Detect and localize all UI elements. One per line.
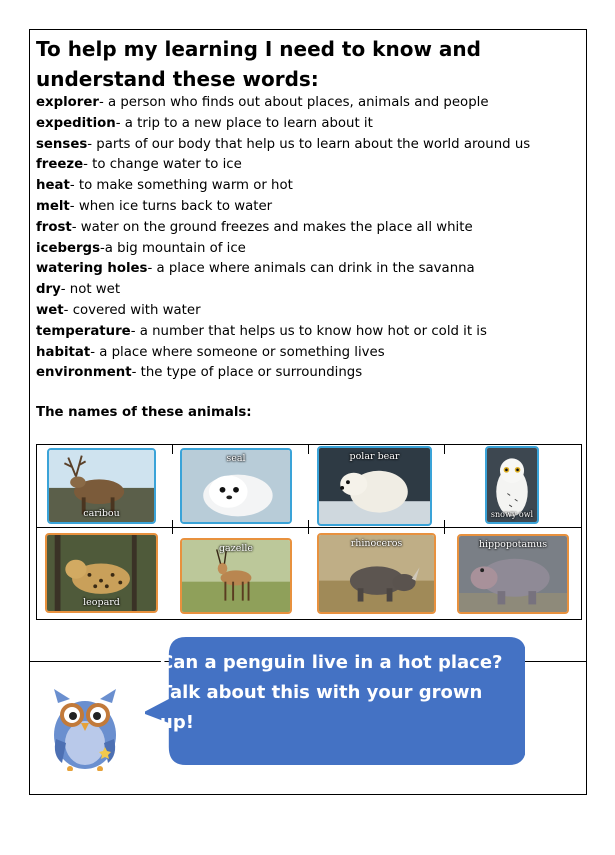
vocab-definition: -a big mountain of ice [100,240,246,256]
vocab-item [36,322,582,343]
vocab-term: explorer [36,95,99,110]
vocab-definition: - water on the ground freezes and makes the place all white [71,219,473,235]
vocab-term: melt [36,198,70,214]
vocab-term: dry [36,282,61,298]
vocab-term: temperature [36,323,131,339]
owl-illustration [48,685,122,771]
vocabulary-list [36,93,582,384]
vocab-item [36,239,582,260]
vocab-item [36,197,582,218]
vocab-term: senses [36,136,88,152]
vocab-item [36,176,582,197]
vocab-definition: - a trip to a new place to learn about it [115,115,373,131]
animal-label: polar bear [349,451,400,462]
vocab-definition: - a place where someone or something lives [90,344,385,360]
vocab-item [36,363,582,384]
vocab-term: heat [36,178,70,194]
vocab-definition: - to make something warm or hot [69,178,293,194]
vocab-term: expedition [36,115,116,131]
vocab-item [36,301,582,322]
animal-label: snowy owl [490,510,534,519]
vocab-item [36,114,582,135]
vocab-item [36,93,582,114]
vocab-term: frost [36,219,72,235]
grid-line [36,444,37,620]
animal-card-leopard [45,533,158,613]
animal-card-polar-bear [317,446,432,526]
grid-line [36,444,582,445]
owl-icon [48,685,122,771]
animal-label: rhinoceros [350,538,403,549]
grid-line [308,444,309,454]
animal-label: hippopotamus [478,539,548,550]
grid-line [308,520,309,534]
grid-line [36,527,582,528]
vocab-definition: - when ice turns back to water [69,198,273,214]
vocab-definition: - a person who finds out about places, animals and people [98,95,489,110]
animal-label: seal [226,453,246,464]
vocab-item [36,280,582,301]
vocab-definition: - the type of place or surroundings [131,365,363,381]
grid-line [172,444,173,454]
vocab-term: icebergs [36,240,100,256]
grid-line [444,444,445,454]
vocab-term: habitat [36,344,91,360]
animal-card-seal [180,448,292,524]
grid-line [581,444,582,620]
vocab-item [36,155,582,176]
animal-card-rhinoceros [317,533,436,614]
animal-card-hippopotamus [457,534,569,614]
animal-card-caribou [47,448,156,524]
vocab-item [36,259,582,280]
grid-line [444,520,445,534]
vocab-term: wet [36,302,64,318]
animal-label: caribou [83,508,120,519]
vocab-term: environment [36,365,132,381]
vocab-item [36,135,582,156]
vocab-item [36,343,582,364]
vocab-definition: - not wet [60,282,121,298]
vocab-item [36,218,582,239]
animals-heading: The names of these animals: [36,405,252,420]
animal-label: leopard [83,597,120,608]
vocab-definition: - a number that helps us to know how hot or cold it is [130,323,487,339]
vocab-definition: - covered with water [63,302,201,318]
vocab-term: freeze [36,157,84,173]
vocab-definition: - parts of our body that help us to learn about the world around us [87,136,531,152]
discussion-prompt: Can a penguin live in a hot place? Talk about this with your grown up! [160,652,503,733]
vocab-term: watering holes [36,261,148,277]
grid-line [36,619,582,620]
grid-line [172,520,173,534]
vocab-definition: - to change water to ice [83,157,242,173]
animal-label: gazelle [218,543,254,554]
animal-card-gazelle [180,538,292,614]
page-title: To help my learning I need to know and understand these words: [36,37,481,91]
animal-card-snowy-owl [485,446,539,524]
vocab-definition: - a place where animals can drink in the savanna [147,261,475,277]
